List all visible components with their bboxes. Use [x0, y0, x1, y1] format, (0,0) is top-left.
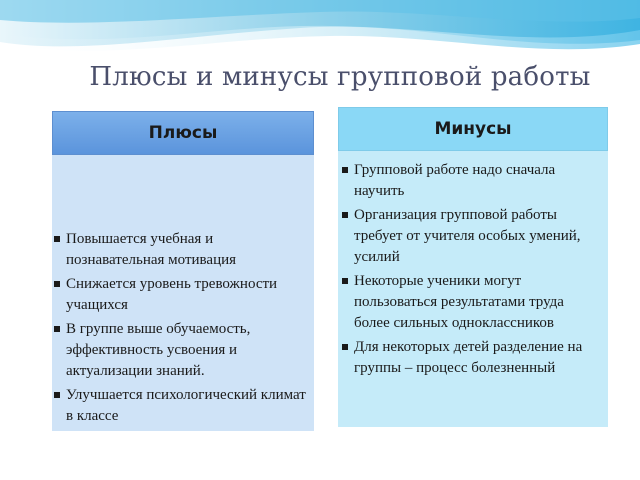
bullet-icon: [342, 278, 348, 284]
list-item: [354, 271, 602, 334]
list-item-text: Улучшается психологический климат в классе: [66, 387, 306, 424]
cons-header: [338, 107, 608, 151]
list-item-text: Групповой работе надо сначала научить: [354, 162, 556, 199]
cons-list: [354, 160, 602, 379]
cons-list-panel: [338, 151, 608, 427]
bullet-icon: [342, 344, 348, 350]
bullet-icon: [54, 326, 60, 332]
list-item-text: Для некоторых детей разделение на группы – процесс болезненный: [354, 339, 583, 376]
pros-header-label: Плюсы: [148, 123, 218, 143]
bullet-icon: [342, 212, 348, 218]
bullet-icon: [54, 281, 60, 287]
pros-list-panel: [52, 155, 314, 431]
list-item-text: Организация групповой работы требует от учителя особых умений, усилий: [354, 207, 581, 265]
slide-title: Плюсы и минусы групповой работы: [89, 62, 591, 92]
list-item-text: В группе выше обучаемость, эффективность усвоения и актуализации знаний.: [66, 321, 251, 379]
bullet-icon: [54, 236, 60, 242]
list-item-text: Некоторые ученики могут пользоваться результатами труда более сильных одноклассников: [354, 273, 564, 331]
list-item: [66, 274, 308, 316]
list-item: [354, 160, 602, 202]
bullet-icon: [342, 167, 348, 173]
list-item: [66, 385, 308, 427]
list-item: [66, 319, 308, 382]
pros-list: [66, 229, 308, 427]
list-item: [354, 205, 602, 268]
list-item: [354, 337, 602, 379]
list-item-text: Снижается уровень тревожности учащихся: [66, 276, 278, 313]
pros-header: [52, 111, 314, 155]
cons-header-label: Минусы: [434, 119, 512, 139]
list-item: [66, 229, 308, 271]
list-item-text: Повышается учебная и познавательная мотивация: [66, 231, 237, 268]
bullet-icon: [54, 392, 60, 398]
